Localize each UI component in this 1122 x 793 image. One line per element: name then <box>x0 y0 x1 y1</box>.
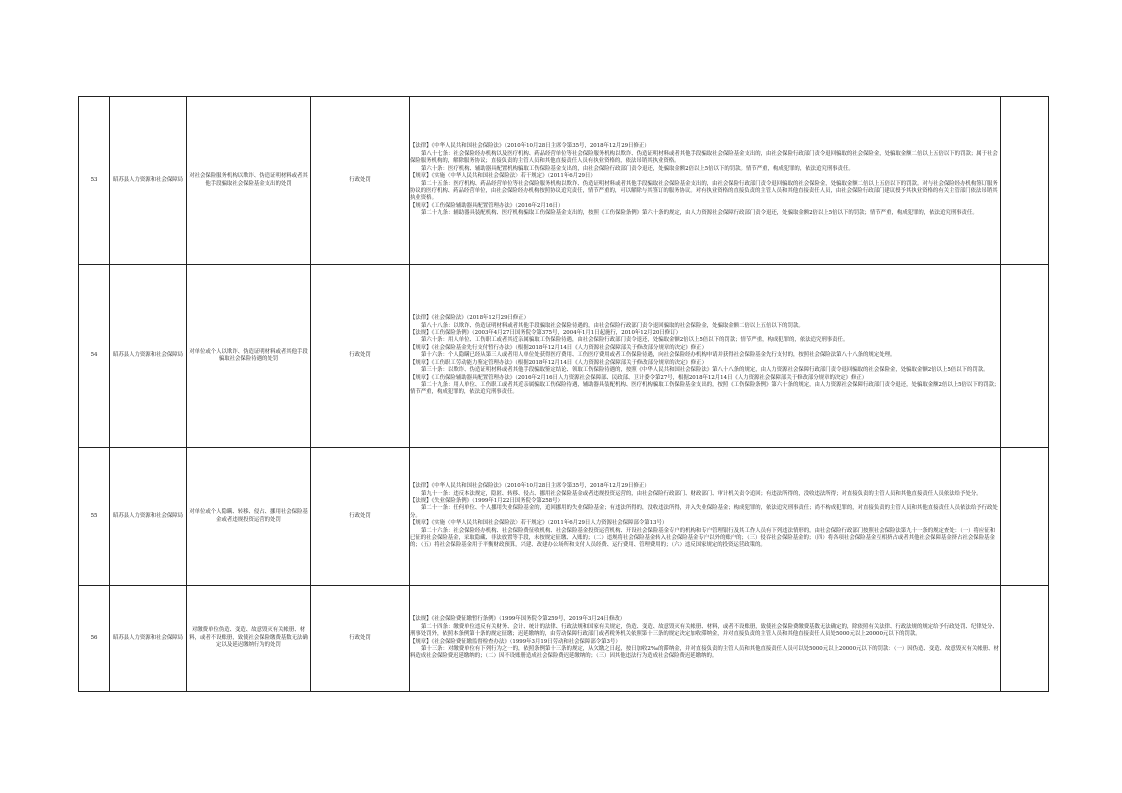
basis-paragraph: 【法律】《中华人民共和国社会保险法》（2010年10月28日主席令第35号，2018年12月29日修正） <box>410 143 650 150</box>
legal-basis-cell <box>410 97 1001 265</box>
basis-paragraph: 第二十九条：辅助器具装配机构、医疗机构骗取工伤保险基金支出的，按照《工伤保险条例》第六十条的规定，由人力资源社会保障行政部门责令退还，处骗取金额2倍以上5倍以下的罚款；情节严重，构成犯罪的，依法追究刑事责任。 <box>421 210 978 217</box>
basis-paragraph: 【法规】《工伤保险条例》（2003年4月27日国务院令第375号，2004年1月1日起施行，2010年12月20日修订） <box>410 330 681 337</box>
penalty-type-cell: 行政处罚 <box>311 448 410 586</box>
table-row <box>79 265 1049 448</box>
basis-paragraph: 【规章】《工伤保险辅助器具配置管理办法》（2016年2月16日人力资源社会保障部、民政部、卫计委令第27号，根据2018年12月14日《人力资源社会保障部关于修改部分规章的决定》修正） <box>410 374 868 381</box>
basis-paragraph: 【规章】《实施〈中华人民共和国社会保险法〉若干规定》（2011年6月29日人力资源社会保障部令第13号） <box>410 520 668 527</box>
row-number: 56 <box>79 586 110 692</box>
penalty-type-cell: 行政处罚 <box>311 586 410 692</box>
table-row <box>79 97 1049 265</box>
basis-paragraph: 第六十条：医疗机构、辅助器具配置机构骗取工伤保险基金支出的，由社会保险行政部门责令退还，处骗取金额2倍以上5倍以下的罚款。情节严重，构成犯罪的，依法追究刑事责任。 <box>421 165 854 172</box>
basis-paragraph: 【法规】《失业保险条例》（1999年1月22日国务院令第258号） <box>410 497 563 504</box>
penalty-item-cell: 对单位或个人隐瞒、转移、侵占、挪用社会保险基金或者违规投资运营的处罚 <box>187 448 311 586</box>
table-row <box>79 586 1049 692</box>
basis-paragraph: 第二十四条：缴费单位违反有关财务、会计、统计的法律、行政法规和国家有关规定，伪造、变造、故意毁灭有关帐册、材料，或者不设账册，致使社会保险费缴费基数无法确定的，除依照有关法律、行政法规的规定给予行政处罚、纪律处分、刑事处罚外，依照本条例第十条的规定征缴；迟延缴纳的，由劳动保障行政部门或者税务机关依照第十三条的规定决定加收滞纳金，并对直接负责的主管人员和其他直接责任人员处5000元以上20000元以下的罚款。 <box>410 623 998 638</box>
basis-paragraph: 第二十一条：任何单位、个人挪用失业保险基金的，追回挪用的失业保险基金；有违法所得的，没收违法所得，并入失业保险基金；构成犯罪的，依法追究刑事责任；尚不构成犯罪的，对直接负责的主管人员和其他直接责任人员依法给予行政处分。 <box>410 505 998 519</box>
remarks-cell <box>1001 97 1049 265</box>
row-number: 55 <box>79 448 110 586</box>
basis-paragraph: 第二十九条：用人单位、工伤职工或者其近亲属骗取工伤保险待遇，辅助器具装配机构、医疗机构骗取工伤保险基金支出的，按照《工伤保险条例》第六十条的规定，由人力资源社会保障行政部门责令退还，处骗取金额2倍以上5倍以下的罚款；情节严重，构成犯罪的，依法追究刑事责任。 <box>410 381 1000 396</box>
basis-paragraph: 【规章】《实施〈中华人民共和国社会保险法〉若干规定》（2011年6月29日） <box>410 173 596 180</box>
table-row <box>79 448 1049 586</box>
penalty-type-cell: 行政处罚 <box>311 97 410 265</box>
legal-basis-cell <box>410 586 1001 692</box>
basis-paragraph: 第十三条：对缴费单位有下列行为之一的，依照条例第十三条的规定，从欠缴之日起，按日加收2‰的滞纳金，并对直接负责的主管人员和其他直接责任人员可以处5000元以上20000元以下的罚款：（一）因伪造、变造、故意毁灭有关帐册、材料造成社会保险费迟延缴纳的；（二）因不设账册造成社会保险费迟延缴纳的；（三）因其他违法行为造成社会保险费迟延缴纳的。 <box>410 645 999 660</box>
row-number: 54 <box>79 265 110 448</box>
remarks-cell <box>1001 586 1049 692</box>
basis-paragraph: 第六十条：用人单位、工伤职工或者其近亲属骗取工伤保险待遇，由社会保险行政部门责令退还，处骗取金额2倍以上5倍以下的罚款；情节严重，构成犯罪的，依法追究刑事责任。 <box>421 337 849 344</box>
basis-paragraph: 第三十条：以欺诈、伪造证明材料或者其他手段骗取鉴定结论、领取工伤保险待遇的，按照《中华人民共和国社会保险法》第八十八条的规定，由人力资源社会保障行政部门责令退回骗取的社会保险金，处骗取金额2倍以上5倍以下的罚款。 <box>421 367 989 374</box>
basis-paragraph: 【法律】《社会保险法》（2018年12月29日修正） <box>410 315 530 322</box>
legal-basis-cell <box>410 265 1001 448</box>
basis-paragraph: 【法律】《中华人民共和国社会保险法》（2010年10月28日主席令第35号，2018年12月29日修正） <box>410 483 650 490</box>
legal-basis-cell <box>410 448 1001 586</box>
basis-paragraph: 第九十一条：违反本法规定，隐匿、转移、侵占、挪用社会保险基金或者违规投资运营的，由社会保险行政部门、财政部门、审计机关责令追回；有违法所得的，没收违法所得；对直接负责的主管人员和其他直接责任人员依法给予处分。 <box>421 490 982 497</box>
basis-paragraph: 第二十六条：社会保险经办机构、社会保险费征收机构、社会保险基金投资运营机构、开设社会保险基金专户的机构和专户管理银行及其工作人员有下列违法情形的，由社会保险行政部门按照社会保险法第九十一条的规定查处：（一）将应征和已征的社会保险基金，采取隐藏、非法放置等手段，未按规定征缴、入账的；（二）违规将社会保险基金转入社会保险基金专户以外的账户的；（三）侵吞社会保险基金的；（四）将各项社会保险基金互相挤占或者其他社会保障基金挤占社会保险基金的；（五）将社会保险基金用于平衡财政预算，兴建、改建办公场所和支付人员经费、运行费用、管理费用的；（六）违反国家规定的投资运营政策的。 <box>410 527 996 549</box>
basis-paragraph: 【规章】《社会保险费征缴监督检查办法》（1999年3月19日劳动和社会保障部令第3号） <box>410 638 621 645</box>
penalty-type-cell: 行政处罚 <box>311 265 410 448</box>
basis-paragraph: 第十六条：个人隐瞒已经从第三人或者用人单位处获得医疗费用、工伤医疗费用或者工伤保险待遇，向社会保险经办机构申请并获得社会保险基金先行支付的，按照社会保险法第八十八条的规定处理。 <box>421 352 896 359</box>
department-cell: 昭苏县人力资源和社会保障局 <box>110 97 187 265</box>
basis-paragraph: 【规章】《工伤保险辅助器具配置管理办法》（2016年2月16日） <box>410 202 564 209</box>
remarks-cell <box>1001 265 1049 448</box>
penalty-item-cell: 对社会保险服务机构以欺诈、伪造证明材料或者其他手段骗取社会保险基金支出的处罚 <box>187 97 311 265</box>
row-number: 53 <box>79 97 110 265</box>
penalty-item-cell: 对缴费单位伪造、变造、故意毁灭有关帐册、材料，或者不设账册，致使社会保险缴费基数无法确定以及延迟缴纳行为的处罚 <box>187 586 311 692</box>
basis-paragraph: 【法规】《社会保险费征缴暂行条例》（1999年国务院令第259号，2019年3月24日修改） <box>410 616 626 623</box>
department-cell: 昭苏县人力资源和社会保障局 <box>110 586 187 692</box>
remarks-cell <box>1001 448 1049 586</box>
basis-paragraph: 【规章】《工伤职工劳动能力鉴定管理办法》（根据2018年12月14日《人力资源社会保障部关于修改部分规章的决定》修正） <box>410 359 707 366</box>
department-cell: 昭苏县人力资源和社会保障局 <box>110 448 187 586</box>
basis-paragraph: 第八十八条：以欺诈、伪造证明材料或者其他手段骗取社会保险待遇的，由社会保险行政部门责令退回骗取的社会保险金，处骗取金额二倍以上五倍以下的罚款。 <box>421 322 804 329</box>
penalty-table <box>78 96 1049 692</box>
basis-paragraph: 第八十七条：社会保险经办机构以及医疗机构、药品经营单位等社会保险服务机构以欺诈、伪造证明材料或者其他手段骗取社会保险基金支出的，由社会保险行政部门责令退回骗取的社会保险金，处骗取金额二倍以上五倍以下的罚款；属于社会保险服务机构的，解除服务协议；直接负责的主管人员和其他直接责任人员有执业资格的，依法吊销其执业资格。 <box>410 150 998 165</box>
department-cell: 昭苏县人力资源和社会保障局 <box>110 265 187 448</box>
basis-paragraph: 【规章】《社会保险基金先行支付暂行办法》（根据2018年12月14日《人力资源社会保障部关于修改部分规章的决定》修正） <box>410 344 707 351</box>
penalty-item-cell: 对单位或个人以欺诈、伪造证明材料或者其他手段骗取社会保险待遇的处罚 <box>187 265 311 448</box>
basis-paragraph: 第二十五条：医疗机构、药品经营单位等社会保险服务机构以欺诈、伪造证明材料或者其他手段骗取社会保险基金支出的，由社会保险行政部门责令退回骗取的社会保险金，处骗取金额二倍以上五倍以下的罚款。对与社会保险经办机构签订服务协议的医疗机构、药品经营单位，由社会保险经办机构按照协议追究责任，情节严重的，可以解除与其签订的服务协议。对有执业资格的直接负责的主管人员和其他直接责任人员，由社会保险行政部门建议授予其执业资格的有关主管部门依法吊销其执业资格。 <box>410 180 998 202</box>
